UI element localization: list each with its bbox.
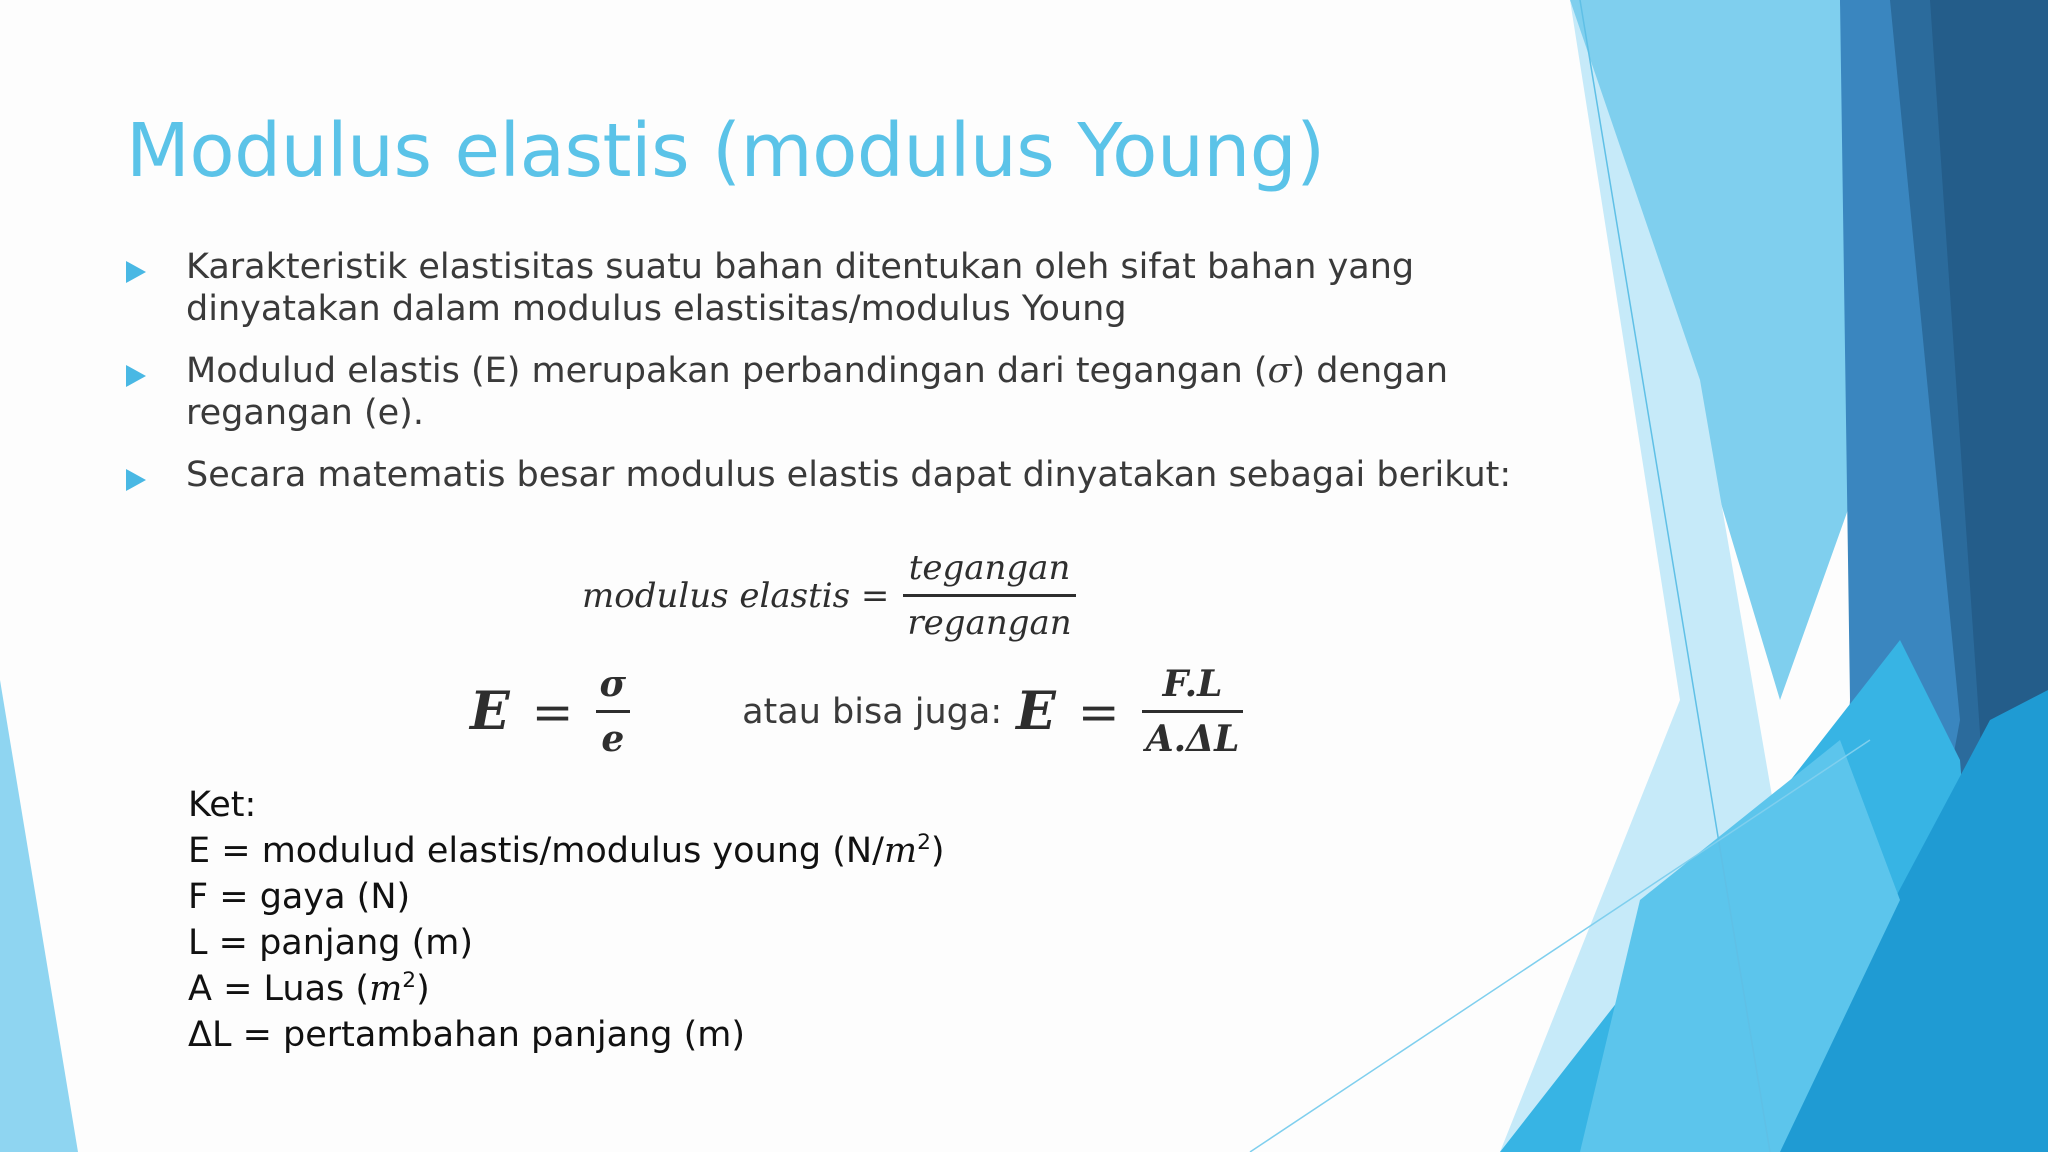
fraction-numerator: tegangan (908, 548, 1071, 588)
equation-lhs: modulus elastis = (582, 575, 890, 616)
equation-modulus-formula (470, 664, 1243, 759)
equals-sign: = (1077, 682, 1120, 741)
fraction-numerator: σ (599, 663, 627, 705)
triangle-bullet-icon (126, 365, 146, 387)
legend-text: ) (930, 831, 945, 871)
bullet-text: Karakteristik elastisitas suatu bahan ditentukan oleh sifat bahan yang dinyatakan dalam modulus elastisitas/modulus Young (186, 247, 1415, 329)
fraction (596, 664, 631, 759)
legend-line-delta-l: ΔL = pertambahan panjang (m) (188, 1015, 745, 1055)
equation-symbol-e: E (470, 681, 510, 742)
exponent: 2 (917, 829, 931, 855)
fraction-bar (903, 594, 1075, 597)
fraction-denominator: A.ΔL (1145, 718, 1240, 760)
fraction-bar (1142, 710, 1244, 713)
triangle-bullet-icon (126, 261, 146, 283)
sigma-symbol: σ (1267, 351, 1292, 391)
decor-facet-left (0, 680, 78, 1152)
fraction (903, 548, 1075, 643)
equation-connector-text: atau bisa juga: (742, 691, 1003, 732)
fraction-numerator: F.L (1162, 663, 1223, 705)
equals-sign: = (531, 682, 574, 741)
legend-text: E = modulud elastis/modulus young (N/ (188, 831, 884, 871)
exponent: 2 (402, 967, 417, 993)
bullet-text-part: ) dengan regangan (e). (186, 351, 1449, 433)
slide-title: Modulus elastis (modulus Young) (126, 108, 1325, 194)
bullet-item (126, 454, 1516, 496)
legend-text: A = Luas ( (188, 969, 370, 1009)
equation-modulus-definition (582, 548, 1076, 643)
bullet-text (186, 350, 1516, 434)
bullet-list (126, 246, 1516, 516)
triangle-bullet-icon (126, 469, 146, 491)
bullet-item (126, 350, 1516, 434)
legend-line-e (188, 828, 945, 874)
fraction (1142, 664, 1244, 759)
fraction-denominator: regangan (907, 603, 1072, 643)
legend-line-a (188, 966, 945, 1012)
legend-heading: Ket: (188, 785, 257, 825)
fraction-bar (596, 710, 631, 713)
bullet-item (126, 246, 1516, 330)
legend-notes (188, 782, 945, 1058)
legend-line-l: L = panjang (m) (188, 923, 474, 963)
bullet-text: Secara matematis besar modulus elastis dapat dinyatakan sebagai berikut: (186, 455, 1512, 495)
fraction-denominator: e (601, 718, 625, 760)
legend-line-f: F = gaya (N) (188, 877, 411, 917)
equation-symbol-e: E (1016, 681, 1056, 742)
bullet-text-part: Modulud elastis (E) merupakan perbandingan dari tegangan ( (186, 351, 1268, 391)
unit-m: m (369, 969, 403, 1009)
unit-m: m (883, 831, 918, 871)
legend-text: ) (416, 969, 430, 1009)
